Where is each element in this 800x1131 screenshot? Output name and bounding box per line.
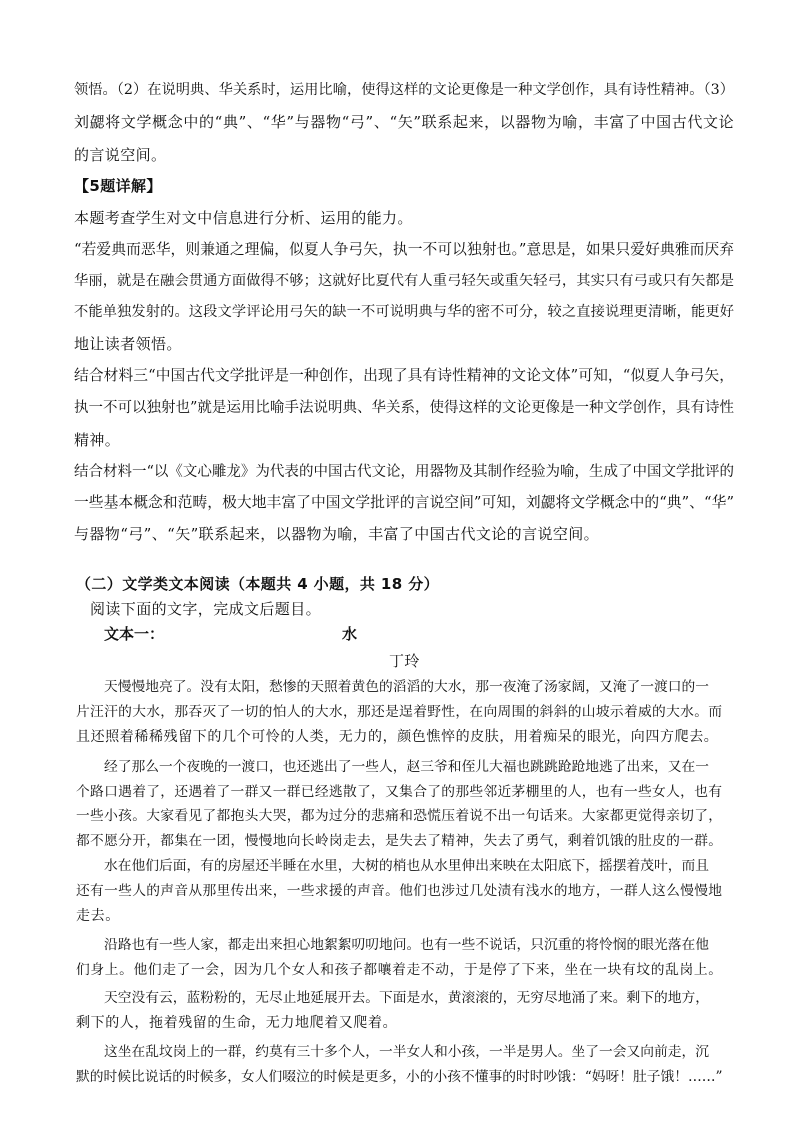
- text-label: 文本一：: [104, 625, 165, 643]
- instruction: 阅读下面的文字，完成文后题目。: [90, 600, 322, 618]
- story-line: 这坐在乱坟岗上的一群，约莫有三十多个人，一半女人和小孩，一半是男人。坐了一会又向前走，沉: [104, 1044, 710, 1060]
- text-line: 精神。: [74, 431, 121, 449]
- text-line: 结合材料三“中国古代文学批评是一种创作，出现了具有诗性精神的文论文体”可知，“似夏人争弓矢，: [74, 367, 734, 384]
- story-line: 片汪汗的大水，那吞灭了一切的怕人的大水，那还是逞着野性，在向周围的斜斜的山坡示着威的大水。而: [76, 704, 722, 720]
- story-line: 还有一些人的声音从那里传出来，一些求援的声音。他们也涉过几处渍有浅水的地方，一群人这么慢慢地: [76, 883, 722, 899]
- story-line: 天慢慢地亮了。没有太阳，愁惨的天照着黄色的滔滔的大水，那一夜淹了汤家阔，又淹了一渡口的一: [104, 679, 710, 695]
- story-line: 个路口遇着了，还遇着了一群又一群已经逃散了，又集合了的那些邻近茅棚里的人，也有一些女人，也有: [76, 784, 722, 800]
- text-line: 不能单独发射的。这段文学评论用弓矢的缺一不可说明典与华的密不可分，较之直接说理更清晰，能更好: [74, 304, 734, 320]
- text-line: 本题考查学生对文中信息进行分析、运用的能力。: [74, 209, 413, 227]
- story-line: 们身上。他们走了一会，因为几个女人和孩子都嚷着走不动，于是停了下来，坐在一块有坟的乱岗上。: [76, 962, 722, 978]
- text-line: 结合材料一“以《文心雕龙》为代表的中国古代文论，用器物及其制作经验为喻，生成了中国文学批评的: [74, 464, 734, 480]
- story-line: 沿路也有一些人家，都走出来担心地絮絮叨叨地问。也有一些不说话，只沉重的将怜悯的眼光落在他: [104, 937, 710, 953]
- text-line: “若爱典而恶华，则兼通之理偏，似夏人争弓矢，执一不可以独射也。”意思是，如果只爱好典雅而厌弃: [74, 241, 734, 258]
- text-line: 刘勰将文学概念中的“典”、“华”与器物“弓”、“矢”联系起来，以器物为喻，丰富了中国古代文论: [74, 113, 734, 131]
- story-line: 一些小孩。大家看见了都抱头大哭，都为过分的悲痛和恐慌压着说不出一句话来。大家都更觉得亲切了，: [76, 808, 722, 824]
- section-heading: （二）文学类文本阅读（本题共 4 小题，共 18 分）: [76, 575, 440, 593]
- text-line: 地让读者领悟。: [74, 335, 182, 353]
- story-title: 水: [342, 625, 358, 643]
- text-line: 执一不可以独射也”就是运用比喻手法说明典、华关系，使得这样的文论更像是一种文学创作，具有诗性: [74, 400, 734, 416]
- text-line: 一些基本概念和范畴，极大地丰富了中国文学批评的言说空间”可知，刘勰将文学概念中的“典”、“华”: [74, 494, 734, 511]
- story-line: 走去。: [76, 908, 120, 924]
- story-line: 且还照着稀稀残留下的几个可怜的人类，无力的，颜色憔悴的皮肤，用着痴呆的眼光，向四方爬去。: [76, 729, 719, 745]
- question-heading: 【5题详解】: [74, 177, 162, 195]
- story-line: 天空没有云，蓝粉粉的，无尽止地延展开去。下面是水，黄滚滚的，无穷尽地涌了来。剩下的地方，: [104, 990, 710, 1006]
- story-line: 经了那么一个夜晚的一渡口，也还逃出了一些人，赵三爷和侄儿大福也跳跳跄跄地逃了出来，又在一: [104, 759, 710, 775]
- story-line: 剩下的人，拖着残留的生命，无力地爬着又爬着。: [76, 1015, 398, 1031]
- text-line: 与器物“弓”、“矢”联系起来，以器物为喻，丰富了中国古代文论的言说空间。: [74, 525, 600, 543]
- story-line: 水在他们后面，有的房屋还半睡在水里，大树的梢也从水里伸出来映在太阳底下，摇摆着茂叶，而且: [104, 858, 710, 874]
- story-line: 都不愿分开，都集在一团，慢慢地向长岭岗走去，是失去了精神，失去了勇气，剩着饥饿的肚皮的一群。: [76, 833, 722, 849]
- text-line: 领悟。（2）在说明典、华关系时，运用比喻，使得这样的文论更像是一种文学创作，具有诗性精神。（3）: [74, 82, 734, 98]
- text-line: 的言说空间。: [74, 146, 167, 164]
- story-line: 默的时候比说话的时候多，女人们啜泣的时候是更多，小的小孩不懂事的时时吵饿：“妈呀！肚子饿！……”: [76, 1069, 723, 1085]
- author: 丁玲: [389, 652, 420, 670]
- text-line: 华丽，就是在融会贯通方面做得不够；这就好比夏代有人重弓轻矢或重矢轻弓，其实只有弓或只有矢都是: [74, 273, 734, 289]
